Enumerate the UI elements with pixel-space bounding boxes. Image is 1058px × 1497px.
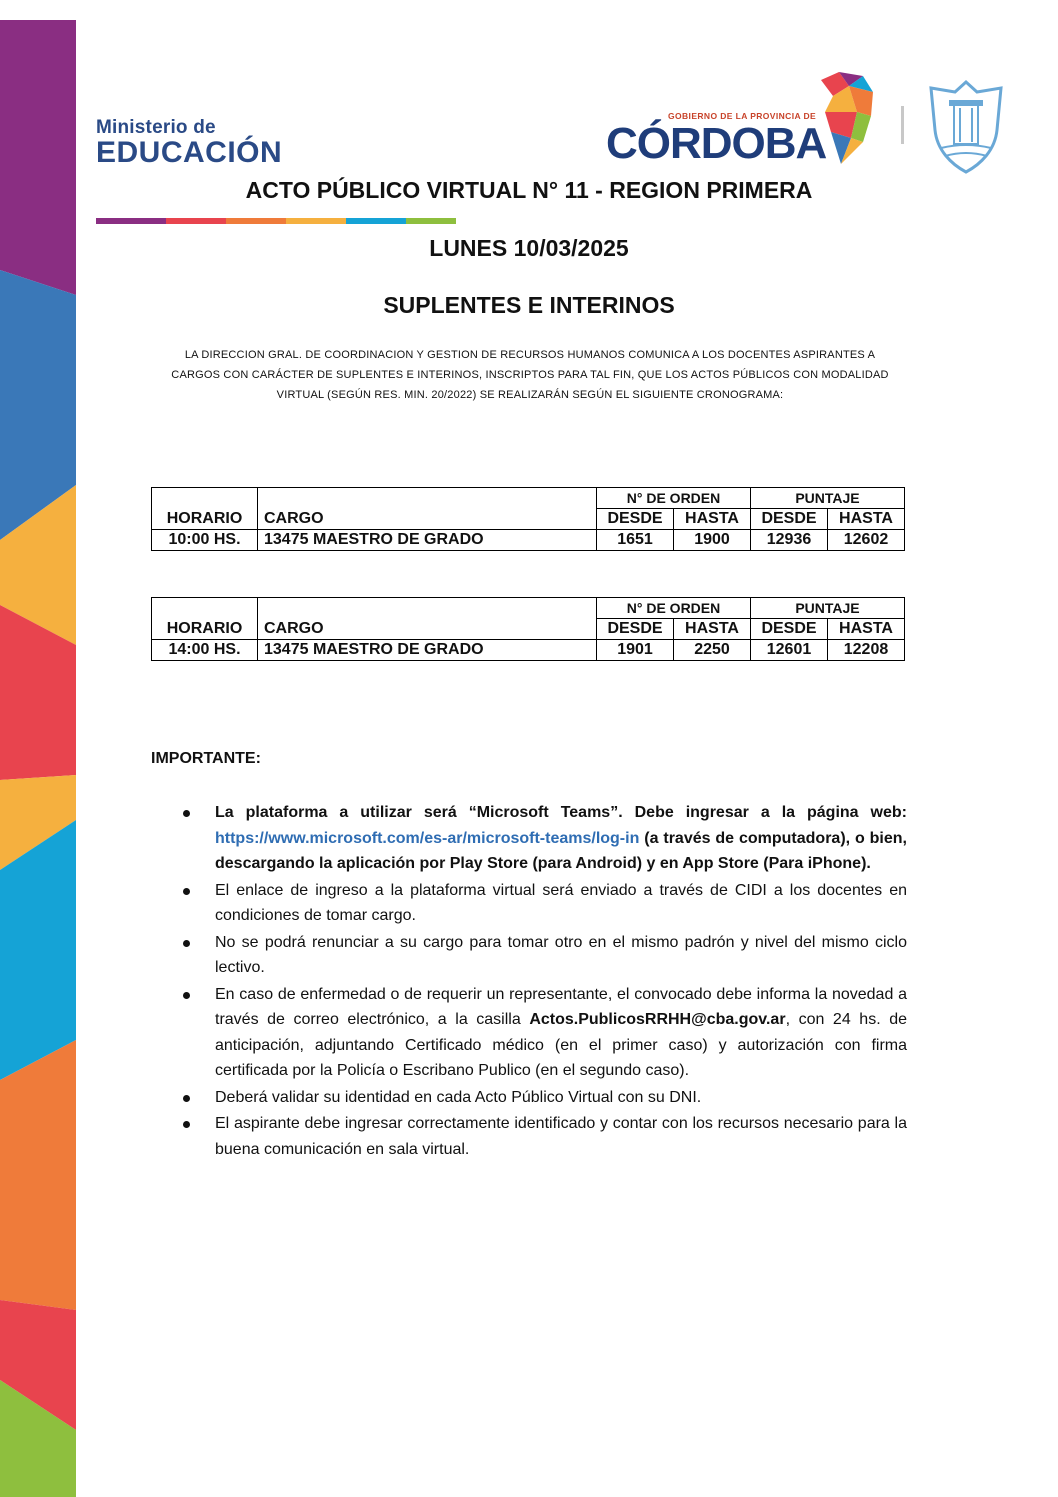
cell-horario: 14:00 HS. — [152, 640, 258, 661]
important-list — [151, 800, 907, 1163]
city-shield-icon — [925, 78, 1007, 174]
col-header-cargo: CARGO — [258, 488, 597, 530]
bullet-icon — [183, 1095, 190, 1102]
page-header — [0, 70, 1058, 180]
col-header-hasta: HASTA — [674, 509, 751, 530]
list-item — [151, 878, 907, 929]
ministerio-educacion-logo — [96, 118, 282, 168]
col-header-orden: N° DE ORDEN — [597, 598, 751, 619]
cell-puntaje-desde: 12936 — [751, 530, 828, 551]
col-header-puntaje: PUNTAJE — [751, 488, 905, 509]
cba-logo-small-text: GOBIERNO DE LA PROVINCIA DE — [668, 111, 817, 121]
schedule-table — [151, 597, 905, 661]
document-title: ACTO PÚBLICO VIRTUAL N° 11 - REGION PRIMERA — [245, 177, 813, 203]
document-subtitle: SUPLENTES E INTERINOS — [383, 292, 675, 318]
cell-orden-desde: 1651 — [597, 530, 674, 551]
important-heading: IMPORTANTE: — [151, 750, 261, 767]
list-item — [151, 982, 907, 1084]
col-header-desde: DESDE — [597, 509, 674, 530]
col-header-hasta: HASTA — [674, 619, 751, 640]
cba-logo-big-text: CÓRDOBA — [606, 119, 827, 168]
cell-orden-desde: 1901 — [597, 640, 674, 661]
cell-cargo: 13475 MAESTRO DE GRADO — [258, 530, 597, 551]
cordoba-government-logo — [606, 70, 881, 180]
document-date: LUNES 10/03/2025 — [429, 235, 629, 261]
bullet-icon — [183, 940, 190, 947]
col-header-desde: DESDE — [751, 619, 828, 640]
stripe-segment — [0, 1040, 76, 1310]
list-item — [151, 1085, 907, 1111]
table-row — [152, 640, 905, 661]
bullet-text: El enlace de ingreso a la plataforma virtual será enviado a través de CIDI a los docentes en condiciones de tomar cargo. — [215, 881, 907, 924]
bullet-icon — [183, 1121, 190, 1128]
list-item — [151, 930, 907, 981]
table-row — [152, 530, 905, 551]
list-item — [151, 1111, 907, 1162]
contact-email[interactable]: Actos.PublicosRRHH@cba.gov.ar — [529, 1011, 786, 1028]
col-header-desde: DESDE — [597, 619, 674, 640]
cell-puntaje-hasta: 12602 — [828, 530, 905, 551]
intro-paragraph — [160, 345, 900, 405]
col-header-hasta: HASTA — [828, 619, 905, 640]
col-header-cargo: CARGO — [258, 598, 597, 640]
cell-puntaje-hasta: 12208 — [828, 640, 905, 661]
col-header-horario: HORARIO — [152, 598, 258, 640]
intro-line: VIRTUAL (SEGÚN RES. MIN. 20/2022) SE REALIZARÁN SEGÚN EL SIGUIENTE CRONOGRAMA: — [276, 389, 784, 401]
teams-login-link[interactable]: https://www.microsoft.com/es-ar/microsoft-teams/log-in — [215, 829, 640, 847]
cell-orden-hasta: 2250 — [674, 640, 751, 661]
cell-puntaje-desde: 12601 — [751, 640, 828, 661]
col-header-desde: DESDE — [751, 509, 828, 530]
bullet-text: No se podrá renunciar a su cargo para tomar otro en el mismo padrón y nivel del mismo ciclo lectivo. — [215, 933, 907, 976]
bullet-text: El aspirante debe ingresar correctamente identificado y contar con los recursos necesario para la buena comunicación en sala virtual. — [215, 1115, 907, 1158]
intro-line: LA DIRECCION GRAL. DE COORDINACION Y GESTION DE RECURSOS HUMANOS COMUNICA A LOS DOCENTES ASPIRANTES A — [184, 349, 876, 361]
bullet-text: En caso de enfermedad o de requerir un representante, el convocado debe informa la novedad a través de correo electrónico, a la casilla — [215, 985, 907, 1028]
col-header-hasta: HASTA — [828, 509, 905, 530]
schedule-table — [151, 487, 905, 551]
intro-line: CARGOS CON CARÁCTER DE SUPLENTES E INTERINOS, INSCRIPTOS PARA TAL FIN, QUE LOS ACTOS PÚBLICOS CON MODALIDAD — [171, 369, 889, 381]
bullet-text: La plataforma a utilizar será “Microsoft Teams”. Debe ingresar a la página web: — [215, 804, 907, 821]
bullet-text: , con 24 hs. de anticipación, adjuntando Certificado médico (en el primer caso) y autorización con firma certificada por la Policía o Escribano Publico (en el segundo caso). — [215, 1011, 908, 1079]
cell-orden-hasta: 1900 — [674, 530, 751, 551]
logo-separator — [901, 106, 904, 144]
col-header-puntaje: PUNTAJE — [751, 598, 905, 619]
bullet-text: Deberá validar su identidad en cada Acto Público Virtual con su DNI. — [215, 1088, 702, 1106]
edu-logo-big-text: EDUCACIÓN — [96, 136, 283, 169]
cell-cargo: 13475 MAESTRO DE GRADO — [258, 640, 597, 661]
bullet-text: (a través de computadora), o bien, descargando la aplicación por Play Store (para Android) y en App Store (Para iPhone). — [215, 829, 907, 872]
edu-logo-small-text: Ministerio de — [96, 117, 216, 138]
col-header-orden: N° DE ORDEN — [597, 488, 751, 509]
col-header-horario: HORARIO — [152, 488, 258, 530]
bullet-icon — [183, 888, 190, 895]
edu-logo-color-bar — [96, 218, 456, 224]
bullet-icon — [183, 992, 190, 999]
bullet-icon — [183, 810, 190, 817]
list-item — [151, 800, 907, 877]
cell-horario: 10:00 HS. — [152, 530, 258, 551]
